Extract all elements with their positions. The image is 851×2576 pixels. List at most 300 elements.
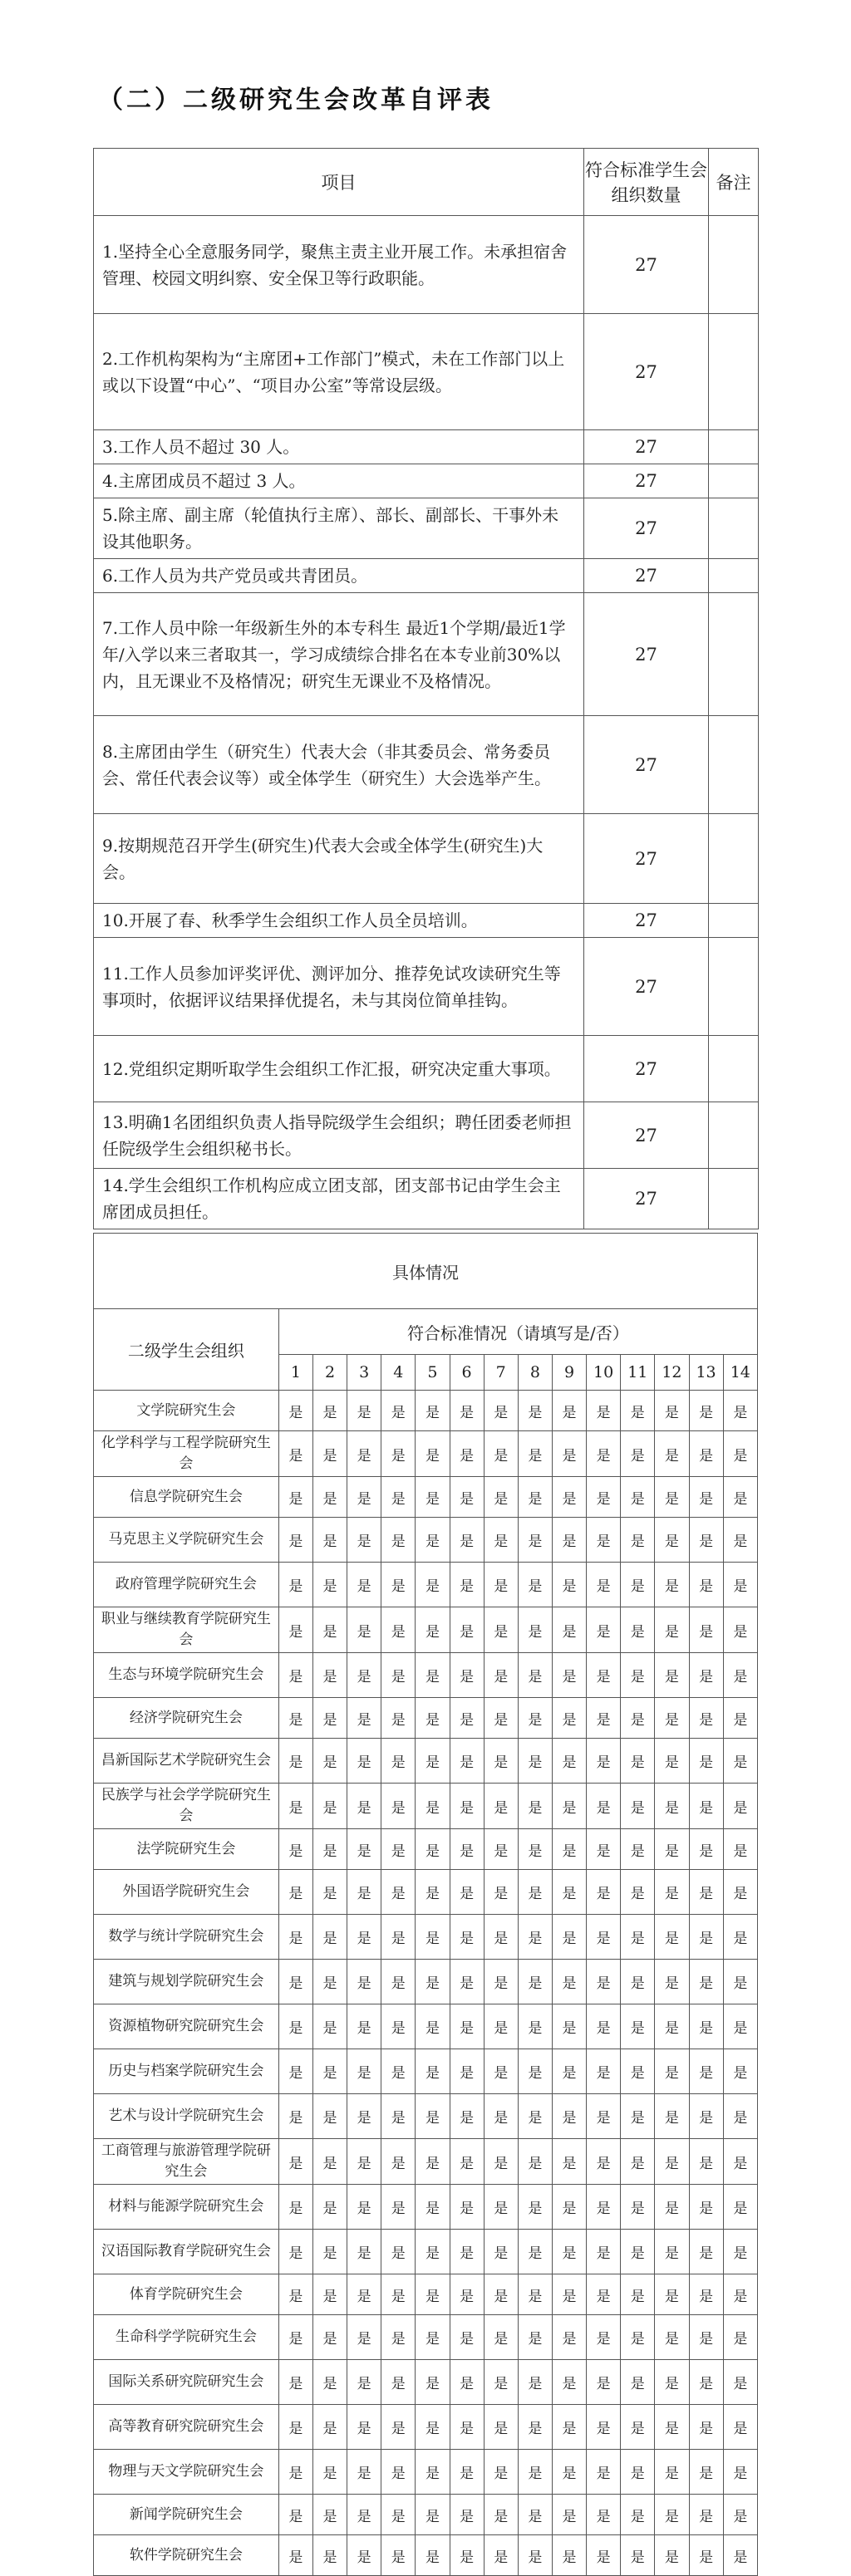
status-cell: 是 <box>416 1698 450 1739</box>
status-cell: 是 <box>278 2405 312 2450</box>
status-cell: 是 <box>723 1477 757 1518</box>
criteria-note <box>709 1169 759 1229</box>
status-cell: 是 <box>723 2139 757 2185</box>
status-cell: 是 <box>312 2139 347 2185</box>
org-row <box>94 1653 758 1698</box>
status-cell: 是 <box>552 1653 586 1698</box>
status-cell: 是 <box>518 1915 552 1960</box>
status-cell: 是 <box>552 1477 586 1518</box>
criteria-note <box>709 430 759 464</box>
status-cell: 是 <box>587 2405 621 2450</box>
status-cell: 是 <box>552 2274 586 2315</box>
status-cell: 是 <box>484 2094 518 2139</box>
criteria-count: 27 <box>584 498 709 559</box>
status-cell: 是 <box>312 1431 347 1477</box>
status-cell: 是 <box>484 2495 518 2535</box>
status-cell: 是 <box>484 2139 518 2185</box>
status-cell: 是 <box>621 2049 655 2094</box>
status-cell: 是 <box>347 1739 381 1784</box>
criteria-note <box>709 464 759 498</box>
status-cell: 是 <box>278 1870 312 1915</box>
criteria-text: 1.坚持全心全意服务同学，聚焦主责主业开展工作。未承担宿舍管理、校园文明纠察、安全保卫等行政职能。 <box>94 216 584 314</box>
org-row <box>94 1431 758 1477</box>
status-cell: 是 <box>484 2274 518 2315</box>
status-cell: 是 <box>552 2230 586 2274</box>
status-cell: 是 <box>621 1960 655 2004</box>
status-cell: 是 <box>484 2450 518 2495</box>
criterion-number: 3 <box>347 1355 381 1391</box>
criteria-row <box>94 1169 759 1229</box>
status-cell: 是 <box>552 2535 586 2576</box>
status-cell: 是 <box>347 1477 381 1518</box>
status-cell: 是 <box>655 2230 689 2274</box>
criteria-text: 2.工作机构架构为“主席团+工作部门”模式，未在工作部门以上或以下设置“中心”、“项目办公室”等常设层级。 <box>94 314 584 430</box>
status-cell: 是 <box>689 1391 723 1431</box>
status-cell: 是 <box>689 2185 723 2230</box>
criteria-row <box>94 498 759 559</box>
status-cell: 是 <box>723 1960 757 2004</box>
status-cell: 是 <box>689 1563 723 1607</box>
criteria-row <box>94 216 759 314</box>
status-cell: 是 <box>621 2274 655 2315</box>
criterion-number: 1 <box>278 1355 312 1391</box>
status-cell: 是 <box>655 2535 689 2576</box>
status-cell: 是 <box>312 1653 347 1698</box>
item-header: 项目 <box>94 149 584 216</box>
status-cell: 是 <box>689 2450 723 2495</box>
criteria-text: 10.开展了春、秋季学生会组织工作人员全员培训。 <box>94 904 584 938</box>
status-cell: 是 <box>278 1829 312 1870</box>
status-cell: 是 <box>655 2450 689 2495</box>
org-name: 建筑与规划学院研究生会 <box>94 1960 279 2004</box>
status-cell: 是 <box>655 1960 689 2004</box>
status-cell: 是 <box>689 1960 723 2004</box>
status-cell: 是 <box>621 1431 655 1477</box>
status-cell: 是 <box>518 2405 552 2450</box>
status-cell: 是 <box>723 2094 757 2139</box>
criteria-note <box>709 498 759 559</box>
status-cell: 是 <box>655 1739 689 1784</box>
detail-table <box>93 1233 758 2576</box>
status-cell: 是 <box>552 1915 586 1960</box>
status-cell: 是 <box>416 2094 450 2139</box>
status-cell: 是 <box>552 2094 586 2139</box>
status-cell: 是 <box>484 2535 518 2576</box>
status-cell: 是 <box>416 1829 450 1870</box>
status-cell: 是 <box>621 1607 655 1653</box>
status-cell: 是 <box>655 1784 689 1829</box>
status-cell: 是 <box>552 1829 586 1870</box>
org-row <box>94 2185 758 2230</box>
criterion-number: 2 <box>312 1355 347 1391</box>
status-cell: 是 <box>552 2315 586 2360</box>
status-cell: 是 <box>278 1563 312 1607</box>
status-cell: 是 <box>689 2049 723 2094</box>
status-cell: 是 <box>381 1653 416 1698</box>
org-name: 艺术与设计学院研究生会 <box>94 2094 279 2139</box>
org-row <box>94 1960 758 2004</box>
status-cell: 是 <box>381 2004 416 2049</box>
status-cell: 是 <box>416 1477 450 1518</box>
status-cell: 是 <box>655 1653 689 1698</box>
status-cell: 是 <box>278 1431 312 1477</box>
criteria-note <box>709 904 759 938</box>
status-cell: 是 <box>416 2230 450 2274</box>
status-cell: 是 <box>723 2185 757 2230</box>
org-row <box>94 1518 758 1563</box>
status-cell: 是 <box>381 2495 416 2535</box>
status-cell: 是 <box>655 1431 689 1477</box>
criteria-note <box>709 716 759 814</box>
status-cell: 是 <box>655 1563 689 1607</box>
status-cell: 是 <box>689 2139 723 2185</box>
status-cell: 是 <box>312 2094 347 2139</box>
status-cell: 是 <box>723 1518 757 1563</box>
status-cell: 是 <box>347 1653 381 1698</box>
status-cell: 是 <box>347 1698 381 1739</box>
criteria-text: 13.明确1名团组织负责人指导院级学生会组织；聘任团委老师担任院级学生会组织秘书长。 <box>94 1102 584 1169</box>
status-cell: 是 <box>381 1477 416 1518</box>
status-cell: 是 <box>450 2360 484 2405</box>
status-cell: 是 <box>381 2535 416 2576</box>
status-cell: 是 <box>450 1518 484 1563</box>
status-cell: 是 <box>518 2360 552 2405</box>
status-cell: 是 <box>587 1391 621 1431</box>
status-cell: 是 <box>450 1829 484 1870</box>
status-cell: 是 <box>552 1518 586 1563</box>
status-cell: 是 <box>278 2315 312 2360</box>
status-cell: 是 <box>484 1739 518 1784</box>
status-cell: 是 <box>278 1698 312 1739</box>
status-cell: 是 <box>416 2405 450 2450</box>
status-cell: 是 <box>312 1518 347 1563</box>
status-cell: 是 <box>552 2495 586 2535</box>
status-cell: 是 <box>381 1431 416 1477</box>
status-cell: 是 <box>416 2274 450 2315</box>
status-cell: 是 <box>587 1698 621 1739</box>
org-name: 生命科学学院研究生会 <box>94 2315 279 2360</box>
status-cell: 是 <box>312 1739 347 1784</box>
status-cell: 是 <box>689 1915 723 1960</box>
status-cell: 是 <box>518 1698 552 1739</box>
org-row <box>94 2230 758 2274</box>
status-cell: 是 <box>689 1477 723 1518</box>
status-cell: 是 <box>621 1518 655 1563</box>
org-name: 昌新国际艺术学院研究生会 <box>94 1739 279 1784</box>
status-cell: 是 <box>347 2360 381 2405</box>
status-cell: 是 <box>723 1870 757 1915</box>
status-cell: 是 <box>552 1960 586 2004</box>
status-cell: 是 <box>689 1607 723 1653</box>
status-cell: 是 <box>518 2094 552 2139</box>
org-row <box>94 2004 758 2049</box>
criteria-row <box>94 430 759 464</box>
status-cell: 是 <box>416 1784 450 1829</box>
org-row <box>94 2049 758 2094</box>
detail-caption: 具体情况 <box>94 1234 758 1309</box>
status-cell: 是 <box>587 2185 621 2230</box>
status-cell: 是 <box>723 2315 757 2360</box>
status-cell: 是 <box>416 1563 450 1607</box>
status-cell: 是 <box>450 2139 484 2185</box>
status-cell: 是 <box>347 1431 381 1477</box>
org-name: 马克思主义学院研究生会 <box>94 1518 279 1563</box>
status-cell: 是 <box>723 1431 757 1477</box>
status-cell: 是 <box>347 2094 381 2139</box>
criteria-note <box>709 559 759 593</box>
status-cell: 是 <box>587 1829 621 1870</box>
status-cell: 是 <box>450 1870 484 1915</box>
org-name: 信息学院研究生会 <box>94 1477 279 1518</box>
status-cell: 是 <box>450 2495 484 2535</box>
status-cell: 是 <box>381 2230 416 2274</box>
org-name: 外国语学院研究生会 <box>94 1870 279 1915</box>
status-cell: 是 <box>312 2450 347 2495</box>
status-cell: 是 <box>347 2315 381 2360</box>
count-header: 符合标准学生会组织数量 <box>584 149 709 216</box>
note-header: 备注 <box>709 149 759 216</box>
status-cell: 是 <box>587 2535 621 2576</box>
status-cell: 是 <box>450 1784 484 1829</box>
status-cell: 是 <box>723 1698 757 1739</box>
status-cell: 是 <box>621 2405 655 2450</box>
status-cell: 是 <box>689 1698 723 1739</box>
status-cell: 是 <box>587 1960 621 2004</box>
status-cell: 是 <box>312 2360 347 2405</box>
status-cell: 是 <box>381 1960 416 2004</box>
status-cell: 是 <box>416 2049 450 2094</box>
status-cell: 是 <box>723 1784 757 1829</box>
status-cell: 是 <box>552 1784 586 1829</box>
criterion-number: 12 <box>655 1355 689 1391</box>
criteria-text: 9.按期规范召开学生(研究生)代表大会或全体学生(研究生)大会。 <box>94 814 584 904</box>
criteria-text: 3.工作人员不超过 30 人。 <box>94 430 584 464</box>
status-cell: 是 <box>450 1653 484 1698</box>
status-cell: 是 <box>416 1960 450 2004</box>
status-cell: 是 <box>347 1784 381 1829</box>
status-cell: 是 <box>312 2004 347 2049</box>
org-name: 体育学院研究生会 <box>94 2274 279 2315</box>
status-cell: 是 <box>450 1915 484 1960</box>
status-cell: 是 <box>416 2450 450 2495</box>
status-cell: 是 <box>347 2405 381 2450</box>
status-cell: 是 <box>484 1960 518 2004</box>
status-cell: 是 <box>518 2535 552 2576</box>
status-cell: 是 <box>312 2274 347 2315</box>
status-cell: 是 <box>552 1391 586 1431</box>
status-cell: 是 <box>621 2185 655 2230</box>
status-cell: 是 <box>689 1431 723 1477</box>
status-cell: 是 <box>381 1698 416 1739</box>
status-cell: 是 <box>689 2230 723 2274</box>
status-cell: 是 <box>450 1960 484 2004</box>
status-cell: 是 <box>587 1653 621 1698</box>
status-cell: 是 <box>484 2405 518 2450</box>
status-cell: 是 <box>587 1477 621 1518</box>
status-cell: 是 <box>416 2360 450 2405</box>
status-cell: 是 <box>723 1829 757 1870</box>
status-cell: 是 <box>484 1518 518 1563</box>
criterion-number: 6 <box>450 1355 484 1391</box>
status-cell: 是 <box>416 1518 450 1563</box>
status-cell: 是 <box>723 2360 757 2405</box>
status-cell: 是 <box>689 1784 723 1829</box>
status-cell: 是 <box>689 2495 723 2535</box>
criteria-note <box>709 1036 759 1102</box>
status-cell: 是 <box>312 2315 347 2360</box>
status-cell: 是 <box>416 2495 450 2535</box>
status-cell: 是 <box>655 1607 689 1653</box>
status-cell: 是 <box>450 2230 484 2274</box>
status-cell: 是 <box>621 1829 655 1870</box>
status-cell: 是 <box>416 1607 450 1653</box>
status-cell: 是 <box>723 2049 757 2094</box>
status-cell: 是 <box>450 1563 484 1607</box>
status-cell: 是 <box>381 1915 416 1960</box>
criteria-count: 27 <box>584 716 709 814</box>
status-cell: 是 <box>689 2315 723 2360</box>
org-row <box>94 1915 758 1960</box>
org-row <box>94 1477 758 1518</box>
status-cell: 是 <box>552 2405 586 2450</box>
org-name: 民族学与社会学学院研究生会 <box>94 1784 279 1829</box>
status-cell: 是 <box>621 1477 655 1518</box>
org-row <box>94 1563 758 1607</box>
status-cell: 是 <box>312 1960 347 2004</box>
status-cell: 是 <box>450 2450 484 2495</box>
status-cell: 是 <box>278 2230 312 2274</box>
status-cell: 是 <box>484 1607 518 1653</box>
criterion-number: 9 <box>552 1355 586 1391</box>
status-cell: 是 <box>723 1563 757 1607</box>
org-name: 软件学院研究生会 <box>94 2535 279 2576</box>
status-cell: 是 <box>484 1698 518 1739</box>
status-cell: 是 <box>450 2405 484 2450</box>
criteria-row <box>94 593 759 716</box>
criteria-row <box>94 814 759 904</box>
status-cell: 是 <box>587 2315 621 2360</box>
criteria-row <box>94 314 759 430</box>
status-cell: 是 <box>312 1829 347 1870</box>
status-cell: 是 <box>518 1870 552 1915</box>
status-cell: 是 <box>312 1607 347 1653</box>
status-cell: 是 <box>655 2185 689 2230</box>
status-cell: 是 <box>278 1915 312 1960</box>
status-cell: 是 <box>381 2185 416 2230</box>
criterion-number: 5 <box>416 1355 450 1391</box>
status-cell: 是 <box>723 1915 757 1960</box>
status-cell: 是 <box>484 2185 518 2230</box>
criteria-row <box>94 938 759 1036</box>
status-cell: 是 <box>484 1477 518 1518</box>
status-cell: 是 <box>655 2274 689 2315</box>
status-cell: 是 <box>381 1607 416 1653</box>
status-cell: 是 <box>587 2450 621 2495</box>
org-row <box>94 2360 758 2405</box>
status-cell: 是 <box>416 2535 450 2576</box>
status-cell: 是 <box>621 2094 655 2139</box>
status-cell: 是 <box>518 1960 552 2004</box>
status-cell: 是 <box>587 1607 621 1653</box>
status-cell: 是 <box>381 2360 416 2405</box>
status-cell: 是 <box>723 2274 757 2315</box>
criteria-row <box>94 464 759 498</box>
status-cell: 是 <box>312 1870 347 1915</box>
status-cell: 是 <box>381 1518 416 1563</box>
status-cell: 是 <box>552 2360 586 2405</box>
status-cell: 是 <box>450 1391 484 1431</box>
criteria-count: 27 <box>584 814 709 904</box>
status-cell: 是 <box>450 1607 484 1653</box>
org-row <box>94 1698 758 1739</box>
status-cell: 是 <box>587 2004 621 2049</box>
status-cell: 是 <box>278 2094 312 2139</box>
status-cell: 是 <box>518 2450 552 2495</box>
status-cell: 是 <box>381 1739 416 1784</box>
status-cell: 是 <box>381 1870 416 1915</box>
criteria-count: 27 <box>584 314 709 430</box>
status-cell: 是 <box>587 2049 621 2094</box>
status-cell: 是 <box>518 2230 552 2274</box>
org-row <box>94 1607 758 1653</box>
status-cell: 是 <box>381 2274 416 2315</box>
org-row <box>94 2405 758 2450</box>
status-cell: 是 <box>518 2139 552 2185</box>
status-cell: 是 <box>518 1391 552 1431</box>
org-row <box>94 2495 758 2535</box>
status-cell: 是 <box>416 2139 450 2185</box>
criteria-text: 7.工作人员中除一年级新生外的本专科生 最近1个学期/最近1学年/入学以来三者取其一，学习成绩综合排名在本专业前30%以内，且无课业不及格情况；研究生无课业不及格情况。 <box>94 593 584 716</box>
org-name: 职业与继续教育学院研究生会 <box>94 1607 279 1653</box>
status-cell: 是 <box>450 1739 484 1784</box>
criteria-count: 27 <box>584 430 709 464</box>
status-cell: 是 <box>278 2049 312 2094</box>
criteria-table <box>93 148 759 1229</box>
status-cell: 是 <box>723 1607 757 1653</box>
criteria-row <box>94 1036 759 1102</box>
criteria-note <box>709 938 759 1036</box>
status-cell: 是 <box>552 1698 586 1739</box>
status-cell: 是 <box>278 2185 312 2230</box>
status-cell: 是 <box>552 1739 586 1784</box>
status-cell: 是 <box>347 2049 381 2094</box>
status-cell: 是 <box>689 1518 723 1563</box>
status-cell: 是 <box>278 1960 312 2004</box>
criteria-count: 27 <box>584 938 709 1036</box>
status-cell: 是 <box>278 2004 312 2049</box>
criteria-row <box>94 1102 759 1169</box>
status-cell: 是 <box>621 1653 655 1698</box>
criteria-note <box>709 593 759 716</box>
status-cell: 是 <box>655 1391 689 1431</box>
status-cell: 是 <box>587 2360 621 2405</box>
status-cell: 是 <box>689 1739 723 1784</box>
status-cell: 是 <box>416 1739 450 1784</box>
status-cell: 是 <box>416 1431 450 1477</box>
status-cell: 是 <box>621 2535 655 2576</box>
status-cell: 是 <box>484 2004 518 2049</box>
status-cell: 是 <box>450 1477 484 1518</box>
status-cell: 是 <box>621 2230 655 2274</box>
criteria-note <box>709 216 759 314</box>
status-cell: 是 <box>484 2315 518 2360</box>
status-cell: 是 <box>484 1563 518 1607</box>
criteria-text: 11.工作人员参加评奖评优、测评加分、推荐免试攻读研究生等事项时，依据评议结果择优提名，未与其岗位简单挂钩。 <box>94 938 584 1036</box>
status-cell: 是 <box>450 2535 484 2576</box>
status-cell: 是 <box>416 2185 450 2230</box>
status-cell: 是 <box>347 1870 381 1915</box>
status-cell: 是 <box>587 1431 621 1477</box>
